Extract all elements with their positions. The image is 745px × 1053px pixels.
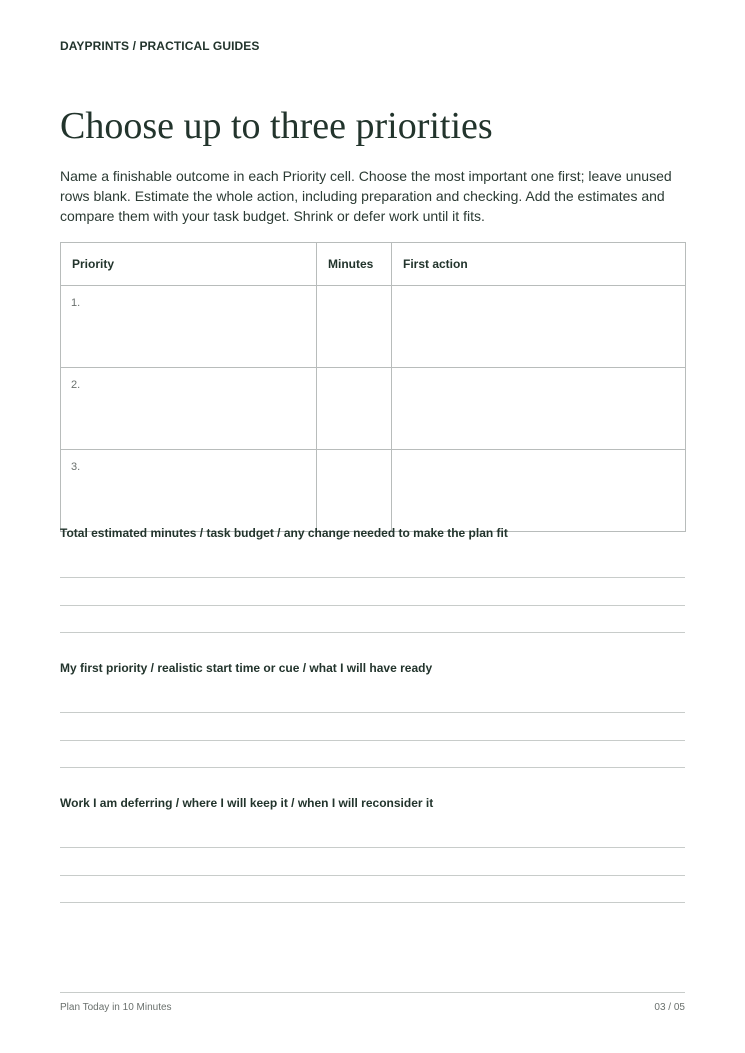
priority-cell[interactable]: 1.: [61, 286, 317, 368]
writing-line[interactable]: [60, 577, 685, 578]
writing-line[interactable]: [60, 847, 685, 848]
priorities-table: [60, 242, 686, 532]
table-row: [61, 368, 686, 450]
footer-divider: [60, 992, 685, 993]
column-header-minutes: Minutes: [317, 243, 392, 286]
first-action-cell[interactable]: [392, 450, 686, 532]
writing-line[interactable]: [60, 605, 685, 606]
prompt-first-priority: My first priority / realistic start time or cue / what I will have ready: [60, 661, 433, 675]
priority-cell[interactable]: 3.: [61, 450, 317, 532]
minutes-cell[interactable]: [317, 286, 392, 368]
writing-line[interactable]: [60, 875, 685, 876]
table-header-row: [61, 243, 686, 286]
minutes-cell[interactable]: [317, 368, 392, 450]
writing-line[interactable]: [60, 632, 685, 633]
table-row: [61, 286, 686, 368]
column-header-first-action: First action: [392, 243, 686, 286]
page-title: Choose up to three priorities: [60, 105, 493, 147]
priority-cell[interactable]: 2.: [61, 368, 317, 450]
prompt-deferred-work: Work I am deferring / where I will keep it / when I will reconsider it: [60, 796, 434, 810]
writing-line[interactable]: [60, 712, 685, 713]
writing-line[interactable]: [60, 902, 685, 903]
breadcrumb: DAYPRINTS / PRACTICAL GUIDES: [60, 39, 260, 53]
writing-line[interactable]: [60, 767, 685, 768]
minutes-cell[interactable]: [317, 450, 392, 532]
prompt-total-minutes: Total estimated minutes / task budget / any change needed to make the plan fit: [60, 526, 508, 540]
first-action-cell[interactable]: [392, 286, 686, 368]
first-action-cell[interactable]: [392, 368, 686, 450]
table-row: [61, 450, 686, 532]
footer-document-title: Plan Today in 10 Minutes: [60, 1002, 172, 1013]
column-header-priority: Priority: [61, 243, 317, 286]
worksheet-page: [60, 0, 685, 1053]
writing-line[interactable]: [60, 740, 685, 741]
instructions-paragraph: Name a finishable outcome in each Priority cell. Choose the most important one first; leave unused rows blank. Estimate the whole action, including preparation and checking. Add the estimates and compare them with your task budget. Shrink or defer work until it fits.: [60, 168, 672, 224]
footer-page-number: 03 / 05: [654, 1002, 685, 1013]
